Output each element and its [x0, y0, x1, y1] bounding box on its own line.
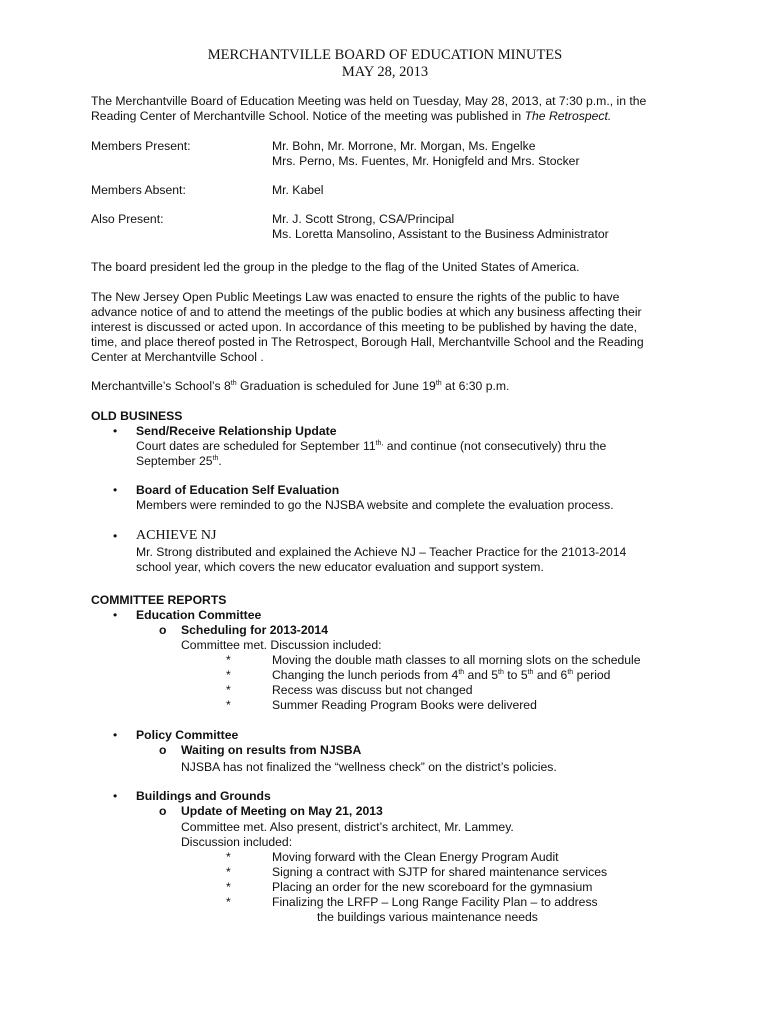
also-present-value: Ms. Loretta Mansolino, Assistant to the Business Administrator	[272, 227, 609, 241]
education-committee-title: Education Committee	[136, 608, 262, 622]
item-text-part: Changing the lunch periods from 4	[272, 668, 459, 682]
old-business-item-send-receive	[136, 424, 656, 469]
committee-reports-heading: COMMITTEE REPORTS	[91, 593, 227, 607]
star-bullet: *	[226, 683, 231, 697]
item-text-part: September 25	[136, 454, 213, 468]
bullet-icon: •	[113, 608, 118, 622]
opma-line: The New Jersey Open Public Meetings Law was enacted to ensure the rights of the public to have	[91, 290, 620, 304]
buildings-grounds-title: Buildings and Grounds	[136, 789, 271, 803]
item-title: Board of Education Self Evaluation	[136, 483, 340, 497]
ordinal-suffix: th	[567, 669, 574, 676]
members-absent	[91, 183, 681, 198]
opma-line: time, and place thereof posted in The Retrospect, Borough Hall, Merchantville School and the Reading	[91, 335, 644, 349]
pledge-text: The board president led the group in the pledge to the flag of the United States of America.	[91, 260, 580, 274]
intro-line	[91, 109, 681, 124]
opma-line: interest is discussed or acted upon. In accordance of this meeting to be published by having the date,	[91, 320, 638, 334]
ordinal-suffix: th	[435, 380, 442, 387]
education-committee-text: Committee met. Discussion included:	[181, 638, 382, 652]
graduation-paragraph	[91, 379, 681, 394]
star-bullet: *	[226, 668, 231, 682]
graduation-text	[91, 379, 681, 394]
members-absent-value: Mr. Kabel	[272, 183, 324, 197]
title-line-2: MAY 28, 2013	[341, 64, 429, 80]
ordinal-suffix: th,	[375, 440, 384, 447]
education-subtopic-title: Scheduling for 2013-2014	[181, 623, 328, 637]
policy-committee-text: NJSBA has not finalized the “wellness check” on the district’s policies.	[181, 760, 557, 774]
members-absent-label: Members Absent:	[91, 183, 186, 197]
buildings-discussion-item: Placing an order for the new scoreboard for the gymnasium	[272, 880, 593, 894]
star-bullet: *	[226, 850, 231, 864]
buildings-discussion-item: Finalizing the LRFP – Long Range Facility Plan – to address	[272, 895, 598, 909]
ordinal-suffix: th	[527, 669, 534, 676]
star-bullet: *	[226, 880, 231, 894]
buildings-discussion-item-continued: the buildings various maintenance needs	[317, 910, 538, 924]
intro-line: The Merchantville Board of Education Meeting was held on Tuesday, May 28, 2013, at 7:30 p.m., in the	[91, 94, 647, 108]
buildings-discussion-item: Signing a contract with SJTP for shared maintenance services	[272, 865, 608, 879]
bullet-icon: •	[113, 529, 118, 543]
pledge-paragraph	[91, 260, 681, 275]
also-present-label: Also Present:	[91, 212, 164, 226]
intro-text: Reading Center of Merchantville School. Notice of the meeting was published in	[91, 109, 525, 123]
education-discussion-item: Summer Reading Program Books were delivered	[272, 698, 537, 712]
policy-committee-title: Policy Committee	[136, 728, 239, 742]
opma-line: Center at Merchantville School .	[91, 350, 264, 364]
sub-bullet-icon: o	[159, 743, 167, 757]
buildings-subtopic-title: Update of Meeting on May 21, 2013	[181, 804, 383, 818]
old-business-item-achieve-nj	[136, 528, 656, 575]
publication-name: The Retrospect.	[524, 109, 612, 123]
item-text	[136, 454, 656, 469]
bullet-icon: •	[113, 789, 118, 803]
sub-bullet-icon: o	[159, 623, 167, 637]
buildings-committee-text: Discussion included:	[181, 835, 293, 849]
ordinal-suffix: th	[230, 380, 237, 387]
document-title	[0, 47, 770, 81]
ordinal-suffix: th	[458, 669, 465, 676]
members-present-value: Mrs. Perno, Ms. Fuentes, Mr. Honigfeld and Mrs. Stocker	[272, 154, 580, 168]
also-present	[91, 212, 681, 242]
intro-paragraph	[91, 94, 681, 124]
members-present	[91, 139, 681, 169]
members-present-value: Mr. Bohn, Mr. Morrone, Mr. Morgan, Ms. Engelke	[272, 139, 536, 153]
star-bullet: *	[226, 698, 231, 712]
opma-paragraph	[91, 290, 681, 365]
star-bullet: *	[226, 895, 231, 909]
old-business-item-self-evaluation	[136, 483, 656, 513]
opma-line: advance notice of and to attend the meetings of the public bodies at which any business affecting their	[91, 305, 642, 319]
item-text	[136, 439, 656, 454]
bullet-icon: •	[113, 483, 118, 497]
education-discussion-item: Recess was discuss but not changed	[272, 683, 473, 697]
item-text-part: and 5	[464, 668, 499, 682]
ordinal-suffix: th	[498, 669, 504, 676]
policy-subtopic-title: Waiting on results from NJSBA	[181, 743, 362, 757]
also-present-value: Mr. J. Scott Strong, CSA/Principal	[272, 212, 455, 226]
old-business-heading: OLD BUSINESS	[91, 409, 183, 423]
buildings-committee-text: Committee met. Also present, district’s architect, Mr. Lammey.	[181, 820, 514, 834]
members-present-label: Members Present:	[91, 139, 191, 153]
bullet-icon: •	[113, 728, 118, 742]
ordinal-suffix: th	[212, 455, 219, 462]
star-bullet: *	[226, 653, 231, 667]
title-line-1: MERCHANTVILLE BOARD OF EDUCATION MINUTES	[207, 47, 563, 63]
item-text: Members were reminded to go the NJSBA website and complete the evaluation process.	[136, 498, 614, 512]
item-text: school year, which covers the new educator evaluation and support system.	[136, 560, 544, 574]
item-text-part: period	[573, 668, 611, 682]
education-discussion-item: Moving the double math classes to all morning slots on the schedule	[272, 653, 641, 667]
item-title: Send/Receive Relationship Update	[136, 424, 337, 438]
star-bullet: *	[226, 865, 231, 879]
item-text-part: .	[218, 454, 222, 468]
item-text-part: Court dates are scheduled for September 11	[136, 439, 376, 453]
item-text-part: to 5	[503, 668, 528, 682]
graduation-text-part: at 6:30 p.m.	[441, 379, 510, 393]
sub-bullet-icon: o	[159, 804, 167, 818]
item-text-part: and continue (not consecutively) thru the	[383, 439, 607, 453]
graduation-text-part: Merchantville’s School’s 8	[91, 379, 231, 393]
education-discussion-item	[272, 668, 610, 683]
buildings-discussion-item: Moving forward with the Clean Energy Program Audit	[272, 850, 559, 864]
graduation-text-part: Graduation is scheduled for June 19	[236, 379, 436, 393]
item-title: ACHIEVE NJ	[136, 528, 217, 543]
item-text-part: and 6	[533, 668, 568, 682]
bullet-icon: •	[113, 424, 118, 438]
item-text: Mr. Strong distributed and explained the Achieve NJ – Teacher Practice for the 21013-2014	[136, 545, 627, 559]
